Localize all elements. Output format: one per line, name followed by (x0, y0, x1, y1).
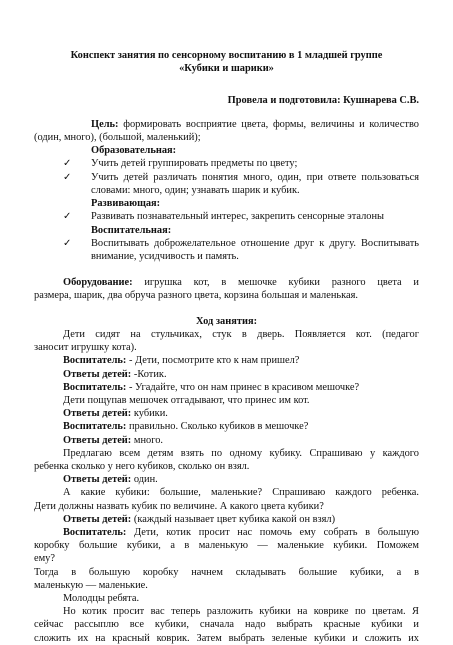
speaker-label: Воспитатель: (63, 381, 127, 393)
lesson-line (63, 354, 299, 367)
lesson-line (63, 605, 419, 618)
lesson-line (63, 447, 419, 460)
lesson-line (63, 407, 168, 420)
author-line: Провела и подготовила: Кушнарева С.В. (227, 95, 419, 106)
lesson-line (34, 618, 419, 631)
lesson-line-text: Дети, котик просит нас помочь ему собрать в большую (126, 527, 419, 538)
lesson-line-text: один. (131, 474, 158, 486)
lesson-line (63, 328, 419, 341)
lesson-line-text: ребенка сколько у него кубиков, сколько он взял. (34, 461, 250, 472)
heading-nurturing: Воспитательная: (91, 225, 172, 236)
lesson-line-text: ему? (34, 553, 55, 565)
lesson-line-text: - Дети, посмотрите кто к нам пришел? (126, 355, 300, 367)
lesson-line (63, 420, 308, 433)
lesson-line (34, 539, 419, 552)
bullet-educational-2b: словами: много, один; узнавать шарик и кубик. (91, 185, 300, 196)
lesson-line (63, 368, 167, 381)
speaker-label: Ответы детей: (63, 474, 132, 486)
speaker-label: Ответы детей: (63, 513, 132, 525)
heading-educational: Образовательная: (91, 145, 177, 156)
lesson-line (34, 460, 249, 473)
speaker-label: Воспитатель: (63, 527, 127, 538)
lesson-line-text: Предлагаю всем детям взять по одному кубику. Спрашиваю у каждого (63, 447, 419, 459)
equipment-line2: размера, шарик, два обруча разного цвета, корзина большая и маленькая. (34, 290, 359, 301)
lesson-line (63, 592, 139, 605)
checkmark-icon: ✓ (63, 238, 72, 249)
lesson-line (34, 579, 148, 592)
checkmark-icon: ✓ (63, 158, 72, 169)
lesson-line (34, 500, 324, 513)
heading-developing: Развивающая: (91, 198, 161, 209)
lesson-line-text: маленькую — маленькие. (34, 579, 148, 591)
bullet-educational-1: Учить детей группировать предметы по цвету; (91, 158, 298, 169)
lesson-line (63, 526, 419, 539)
bullet-nurturing-1a: Воспитывать доброжелательное отношение друг к другу. Воспитывать (91, 238, 419, 249)
lesson-line-text: Дети пощупав мешочек отгадывают, что принес им кот. (63, 395, 310, 406)
checkmark-icon: ✓ (63, 211, 72, 222)
speaker-label: Ответы детей: (63, 408, 132, 420)
lesson-line-text: заносит игрушку кота). (34, 342, 137, 354)
lesson-line-text: сейчас рассыплю все кубики, сначала надо выбрать красные кубики и (34, 619, 419, 631)
lesson-line (63, 473, 158, 486)
speaker-label: Ответы детей: (63, 368, 132, 380)
lesson-line-text: Дети должны назвать кубик по величине. А какого цвета кубики? (34, 500, 324, 512)
lesson-line-text: - Угадайте, что он нам принес в красивом мешочке? (126, 381, 360, 393)
doc-title-line2: «Кубики и шарики» (179, 63, 274, 74)
lesson-line (63, 434, 163, 447)
lesson-line-text: коробку большие кубики, а в маленькую — маленькие кубики. Поможем (34, 540, 419, 552)
bullet-nurturing-1b: внимание, усидчивость и память. (91, 251, 239, 262)
lesson-line (34, 566, 419, 579)
speaker-label: Воспитатель: (63, 355, 127, 367)
lesson-line-text: Молодцы ребята. (63, 593, 140, 604)
lesson-line-text: Но котик просит вас теперь разложить кубики на коврике по цветам. Я (63, 606, 419, 618)
lesson-line (63, 381, 359, 394)
lesson-heading: Ход занятия: (195, 316, 258, 327)
bullet-educational-2a: Учить детей различать понятия много, один, при ответе пользоваться (91, 172, 419, 183)
lesson-line-text: Тогда в большую коробку начнем складывать большие кубики, а в (34, 566, 419, 578)
doc-title-line1: Конспект занятия по сенсорному воспитанию в 1 младшей группе (70, 50, 383, 61)
lesson-line (34, 632, 419, 645)
equipment-line1: Оборудование: игрушка кот, в мешочке кубики разного цвета и (63, 277, 419, 288)
lesson-line-text: -Котик. (131, 368, 167, 380)
checkmark-icon: ✓ (63, 172, 72, 183)
goal-line2: (один, много), (большой, маленький); (34, 132, 201, 143)
lesson-line-text: Дети сидят на стульчиках, стук в дверь. Появляется кот. (педагог (63, 329, 419, 340)
lesson-line (34, 552, 55, 565)
lesson-line (34, 341, 137, 354)
lesson-line-text: сложить их на красный коврик. Затем выбрать зеленые кубики и сложить их (34, 632, 419, 644)
lesson-line-text: правильно. Сколько кубиков в мешочке? (126, 421, 309, 433)
goal-line1: Цель: формировать восприятие цвета, формы, величины и количество (91, 119, 419, 130)
lesson-line (63, 513, 335, 526)
lesson-line (63, 486, 419, 499)
speaker-label: Ответы детей: (63, 434, 132, 446)
lesson-line (63, 394, 310, 407)
lesson-line-text: А какие кубики: большие, маленькие? Спрашиваю каждого ребенка. (63, 487, 419, 499)
lesson-line-text: много. (131, 434, 163, 446)
bullet-developing-1: Развивать познавательный интерес, закрепить сенсорные эталоны (91, 211, 385, 222)
lesson-line-text: (каждый называет цвет кубика какой он взял) (131, 513, 336, 525)
speaker-label: Воспитатель: (63, 421, 127, 433)
lesson-line-text: кубики. (131, 408, 168, 420)
